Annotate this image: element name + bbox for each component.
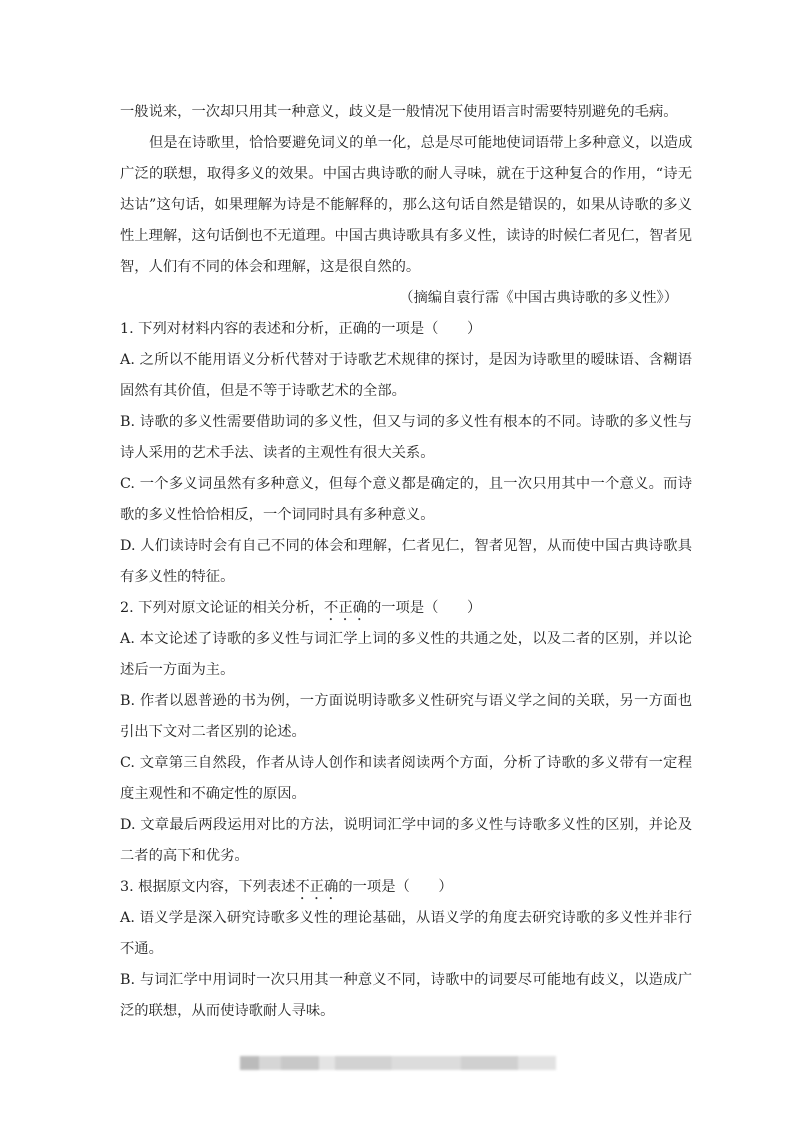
q3-option-a: 不通。 [120,941,163,957]
q3-option-b: 泛的联想，从而使诗歌耐人寻味。 [120,1003,335,1019]
question-2-stem [120,595,692,626]
q1-option-d: 有多义性的特征。 [120,569,235,585]
passage-line: 但是在诗歌里，恰恰要避免词义的单一化，总是尽可能地使词语带上多种意义，以造成 [149,135,693,151]
passage-line: 性上理解，这句话倒也不无道理。中国古典诗歌具有多义性，读诗的时候仁者见仁，智者见 [120,228,692,244]
q2-option-d: D. 文章最后两段运用对比的方法，说明词汇学中词的多义性与诗歌多义性的区别，并论及 [120,817,692,833]
stem-text: 的一项是（ ） [338,879,453,895]
q3-option-b: B. 与词汇学中用词时一次只用其一种意义不同，诗歌中的词要尽可能地有歧义，以造成广 [120,972,692,988]
q1-option-c: C. 一个多义词虽然有多种意义，但每个意义都是确定的，且一次只用其中一个意义。而诗 [120,476,692,492]
stem-text: 2. 下列对原文论证的相关分析， [120,600,325,616]
q1-option-a: A. 之所以不能用语义分析代替对于诗歌艺术规律的探讨，是因为诗歌里的暧昧语、含糊语 [120,352,692,368]
passage-line: 达诂”这句话，如果理解为诗是不能解释的，那么这句话自然是错误的，如果从诗歌的多义 [120,197,692,213]
passage-line: 广泛的联想，取得多义的效果。中国古典诗歌的耐人寻味，就在于这种复合的作用，“诗无 [120,166,692,182]
q1-option-c: 歌的多义性恰恰相反，一个词同时具有多种意义。 [120,507,435,523]
q1-option-a: 固然有其价值，但是不等于诗歌艺术的全部。 [120,383,406,399]
passage-line: 智，人们有不同的体会和理解，这是很自然的。 [120,259,421,275]
q2-option-a: 述后一方面为主。 [120,662,235,678]
passage-line: 一般说来，一次却只用其一种意义，歧义是一般情况下使用语言时需要特别避免的毛病。 [120,104,678,120]
question-1-stem: 1. 下列对材料内容的表述和分析，正确的一项是（ ） [120,321,482,337]
q2-option-d: 二者的高下和优劣。 [120,848,249,864]
q1-option-d: D. 人们读诗时会有自己不同的体会和理解，仁者见仁，智者见智，从而使中国古典诗歌具 [120,538,692,554]
blurred-footer-watermark [240,1056,556,1070]
q2-option-c: C. 文章第三自然段，作者从诗人创作和读者阅读两个方面，分析了诗歌的多义带有一定程 [120,755,692,771]
q1-option-b: B. 诗歌的多义性需要借助词的多义性，但又与词的多义性有根本的不同。诗歌的多义性与 [120,414,692,430]
stem-text: 3. 根据原文内容，下列表述 [120,879,296,895]
emphasis-text: 不正确 [324,600,367,616]
document-page [120,99,692,1029]
q2-option-b: B. 作者以恩普逊的书为例，一方面说明诗歌多义性研究与语义学之间的关联，另一方面也 [120,693,692,709]
source-citation: （摘编自袁行霈《中国古典诗歌的多义性》） [399,290,678,306]
q1-option-b: 诗人采用的艺术手法、读者的主观性有很大关系。 [120,445,435,461]
q2-option-b: 引出下文对二者区别的论述。 [120,724,306,740]
question-3-stem [120,874,692,905]
q3-option-a: A. 语义学是深入研究诗歌多义性的理论基础，从语义学的角度去研究诗歌的多义性并非行 [120,910,692,926]
q2-option-a: A. 本文论述了诗歌的多义性与词汇学上词的多义性的共通之处，以及二者的区别，并以论 [120,631,692,647]
q2-option-c: 度主观性和不确定性的原因。 [120,786,306,802]
emphasis-text: 不正确 [295,879,339,895]
stem-text: 的一项是（ ） [366,600,482,616]
